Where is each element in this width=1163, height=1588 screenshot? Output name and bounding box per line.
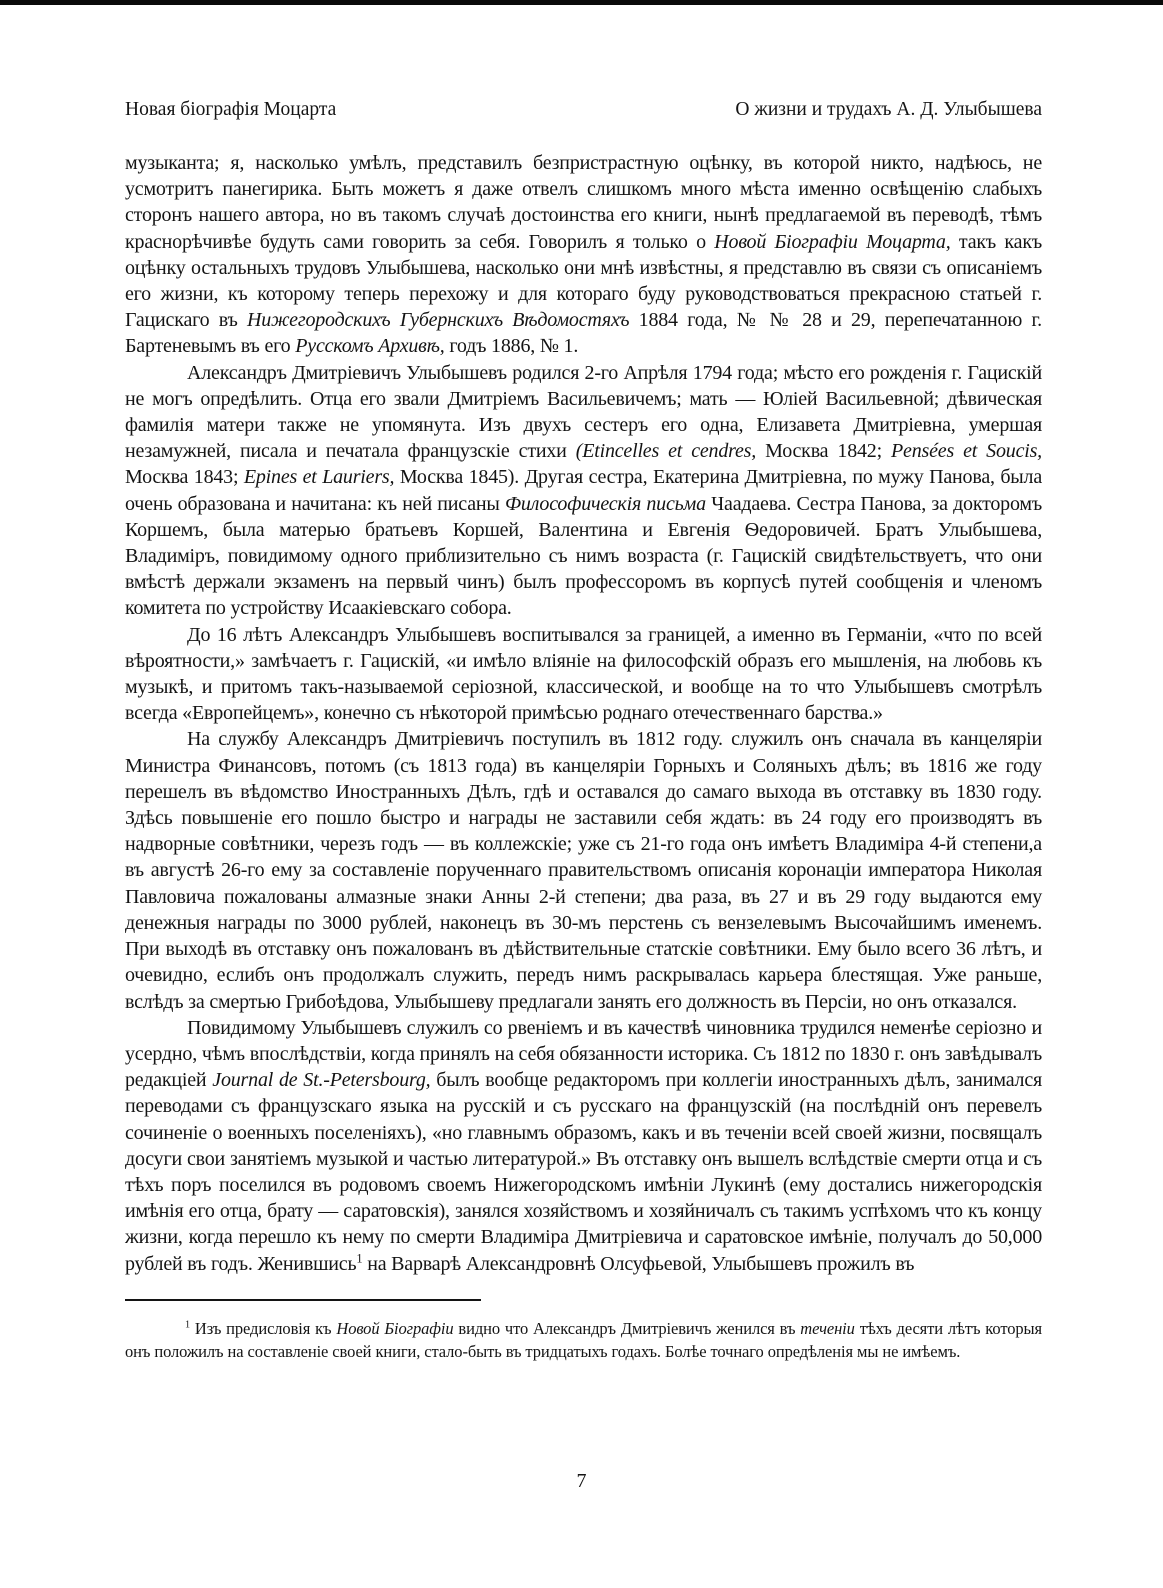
paragraph (125, 360, 1042, 622)
paragraph (125, 1015, 1042, 1277)
text-run: Русскомъ Архивѣ, (295, 335, 445, 358)
text-run: на Варварѣ Александровнѣ Олсуфьевой, Улыбышевъ прожилъ въ (362, 1252, 915, 1275)
scan-edge-artifact (0, 0, 1163, 5)
text-run: тѣхъ десяти лѣтъ которыя онъ положилъ на составленіе своей книги, стало-быть въ тридцатыхъ годахъ. Болѣе точнаго опредѣленія мы не имѣемъ. (125, 1318, 1042, 1362)
text-run: Александръ Дмитріевичъ Улыбышевъ родился 2-го Апрѣля 1794 года; мѣсто его рожденія г. Гацискій не могъ опредѣлить. Отца его звали Дмитріемъ Васильевичемъ; мать — Юліей Васильевной; дѣвическая фамилія матери также не упомянута. Изъ двухъ сестеръ его одна, Елизавета Дмитріевна, умершая незамужней, писала и печатала французскіе стихи (125, 361, 1042, 463)
footnote-text (125, 1317, 1042, 1364)
running-header (125, 98, 1042, 122)
text-run: (Etincelles et cendres, (575, 440, 757, 463)
text-run: музыканта; я, насколько умѣлъ, представилъ безпристрастную оцѣнку, въ которой никто, надѣюсь, не усмотритъ панегирика. Быть можетъ я даже отвелъ слишкомъ много мѣста именно освѣщенію слабыхъ сторонъ нашего автора, но въ такомъ случаѣ достоинства его книги, нынѣ предлагаемой въ переводѣ, тѣмъ краснорѣчивѣе будуть сами говорить за себя. Говорилъ я только о (125, 152, 1042, 253)
text-run: Изъ предисловія къ (190, 1318, 337, 1338)
page-number: 7 (576, 1470, 587, 1492)
page-content (125, 98, 1042, 1364)
text-run: Нижегородскихъ Губернскихъ Вѣдомостяхъ (246, 309, 630, 332)
text-run: На службу Александръ Дмитріевичъ поступилъ въ 1812 году. служилъ онъ сначала въ канцеляріи Министра Финансовъ, потомъ (съ 1813 года) въ канцеляріи Горныхъ и Соляныхъ дѣлъ; въ 1816 же году перешелъ въ вѣдомство Иностранныхъ Дѣлъ, гдѣ и оставался до самаго выхода въ отставку въ 1830 году. Здѣсь повышеніе его пошло быстро и награды не заставили себя ждать: въ 24 году его производятъ въ надворные совѣтники, черезъ годъ — въ коллежскіе; уже съ 21-го года онъ имѣетъ Владиміра 4-й степени,а въ августѣ 26-го ему за составленіе порученнаго правительствомъ описанія коронаціи императора Николая Павловича пожалованы алмазные знаки Анны 2-й степени; два раза, въ 27 и въ 29 году выдаются ему денежныя награды по 3000 рублей, наконецъ въ 30-мъ перстень съ вензелевымъ Высочайшимъ именемъ. При выходѣ въ отставку онъ пожалованъ въ дѣйствительные статскіе совѣтники. Ему было всего 36 лѣтъ, и очевидно, еслибъ онъ продолжалъ служить, передъ нимъ раскрывалась карьера блестящая. Уже раньше, вслѣдъ за смертью Грибоѣдова, Улыбышеву предлагали занять его должность въ Персіи, но онъ отказался. (125, 728, 1042, 1013)
paragraph (125, 150, 1042, 360)
text-run: такъ какъ оцѣнку остальныхъ трудовъ Улыбышева, насколько они мнѣ извѣстны, я представлю въ связи съ описаніемъ его жизни, къ которому теперь перехожу и для котораго буду руководствоваться прекрасною статьей г. Гацискаго въ (125, 230, 1042, 332)
text-run: Epines et Lauriers, (243, 466, 395, 489)
text-run: Философическія письма (504, 492, 706, 515)
body-text (125, 150, 1042, 1277)
text-run: Москва 1845). Другая сестра, Екатерина Дмитріевна, по мужу Панова, была очень образована и начитана: къ ней писаны (125, 466, 1042, 515)
text-run: До 16 лѣтъ Александръ Улыбышевъ воспитывался за границей, а именно въ Германіи, «что по всей вѣроятности,» замѣчаетъ г. Гацискій, «и имѣло вліяніе на философскій образъ его мышленія, на любовь къ музыкѣ, и притомъ такъ-называемой серіозной, классической, и вообще на то что Улыбышевъ смотрѣлъ всегда «Европейцемъ», конечно съ нѣкоторой примѣсью роднаго отечественнаго барства.» (125, 623, 1042, 725)
text-run: Новой Біографіи Моцарта, (714, 230, 951, 253)
text-run: Москва 1843; (125, 466, 244, 489)
footnote-ref: 1 (356, 1250, 363, 1265)
running-header-left: Новая біографія Моцарта (125, 99, 337, 120)
footnote-ref: 1 (185, 1319, 191, 1331)
text-run: Москва 1842; (756, 440, 892, 463)
text-run: Чаадаева. Сестра Панова, за докторомъ Коршемъ, была матерью братьевъ Коршей, Валентина и Евгенія Ѳедоровичей. Братъ Улыбышева, Владиміръ, повидимому одного приблизительно съ нимъ возраста (г. Гацискій свидѣтельствуетъ, что они вмѣстѣ держали экзаменъ на первый чинъ) былъ профессоромъ въ корпусѣ путей сообщенія и членомъ комитета по устройству Исаакіевскаго собора. (125, 492, 1042, 620)
running-header-right: О жизни и трудахъ А. Д. Улыбышева (735, 99, 1042, 120)
text-run: видно что Александръ Дмитріевичъ женился въ (453, 1318, 801, 1338)
paragraph (125, 622, 1042, 727)
text-run: теченіи (800, 1318, 855, 1338)
text-run: Новой Біографіи (336, 1318, 454, 1338)
text-run: годъ 1886, № 1. (444, 335, 579, 358)
footnote (125, 1299, 1042, 1364)
text-run: былъ вообще редакторомъ при коллегіи иностранныхъ дѣлъ, занимался переводами съ французскаго языка на русскій и съ русскаго на французскій (на послѣдній онъ перевелъ сочиненіе о военныхъ поселеніяхъ), «но главнымъ образомъ, какъ и въ теченіи всей своей жизни, посвящалъ досуги свои занятіемъ музыкой и частью литературой.» Въ отставку онъ вышелъ вслѣдствіе смерти отца и съ тѣхъ поръ поселился въ родовомъ своемъ Нижегородскомъ имѣніи Лукинѣ (ему достались нижегородскія имѣнія его отца, брату — саратовскія), занялся хозяйствомъ и хозяйничалъ съ такимъ успѣхомъ что къ концу жизни, когда перешло къ нему по смерти Владиміра Дмитріевича и саратовское имѣніе, получалъ до 50,000 рублей въ годъ. Женившись (125, 1069, 1042, 1275)
text-run: 1884 года, № № 28 и 29, перепечатанною г. Бартеневымъ въ его (125, 309, 1042, 358)
footnote-rule (125, 1299, 481, 1301)
text-run: Journal de St.-Petersbourg, (212, 1069, 431, 1092)
paragraph (125, 726, 1042, 1014)
text-run: Повидимому Улыбышевъ служилъ со рвеніемъ и въ качествѣ чиновника трудился неменѣе серіозно и усердно, чѣмъ впослѣдствіи, когда принялъ на себя обязанности историка. Съ 1812 по 1830 г. онъ завѣдывалъ редакціей (125, 1016, 1042, 1092)
text-run: Pensées et Soucis, (891, 440, 1042, 463)
